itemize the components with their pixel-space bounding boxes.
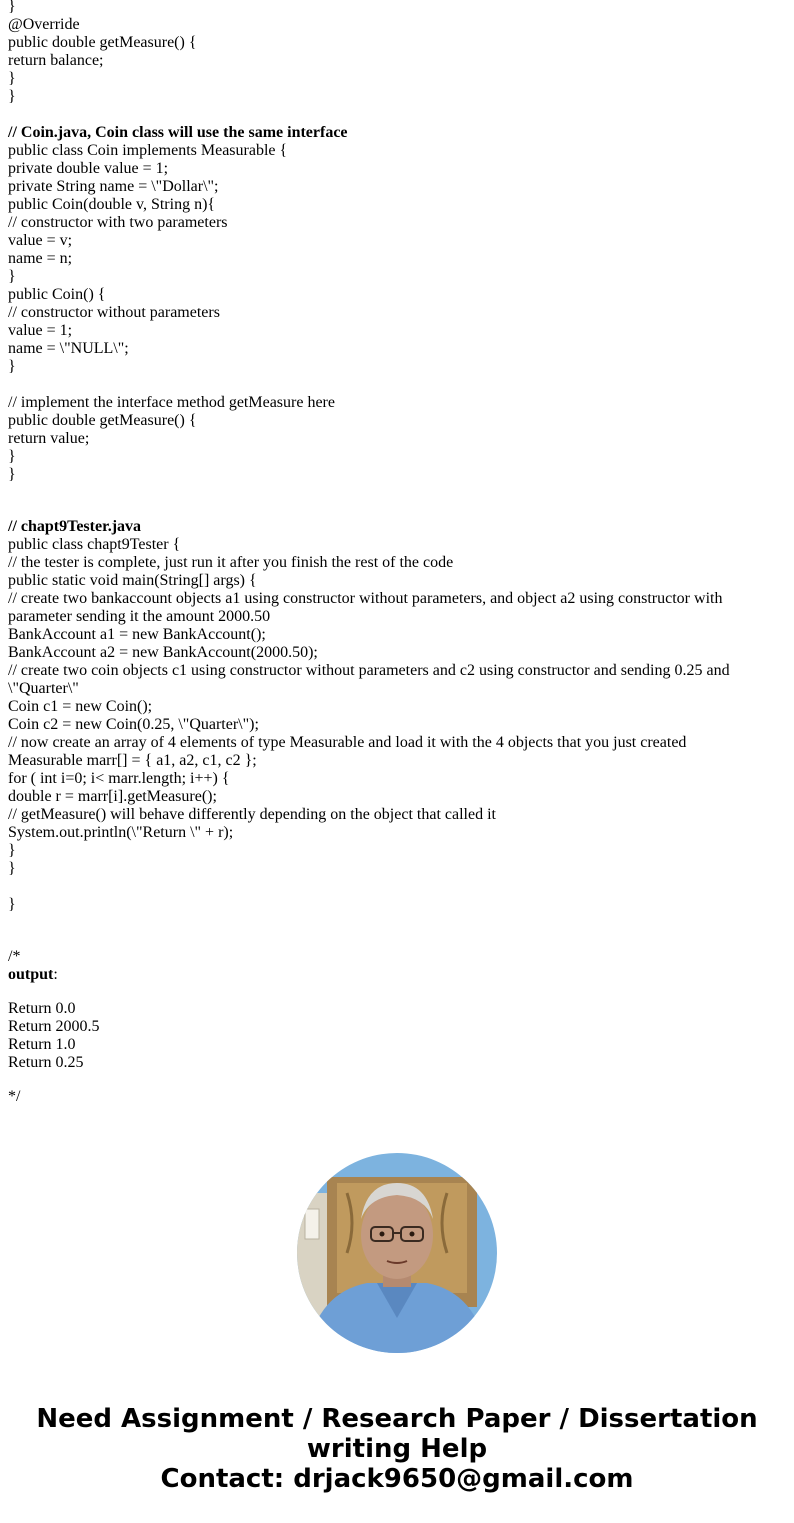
- code-line: }: [8, 358, 16, 375]
- code-line: public double getMeasure() {: [8, 412, 197, 429]
- code-line: // create two coin objects c1 using constructor without parameters and c2 using constructor and sending 0.25 and: [8, 662, 730, 679]
- output-label: output: [8, 966, 54, 983]
- code-line: name = n;: [8, 250, 73, 267]
- code-line: value = v;: [8, 232, 73, 249]
- code-line: value = 1;: [8, 322, 73, 339]
- code-line: parameter sending it the amount 2000.50: [8, 608, 271, 625]
- code-line: \"Quarter\": [8, 680, 79, 697]
- output-line: Return 2000.5: [8, 1018, 100, 1035]
- footer-contact: Contact: drjack9650@gmail.com: [160, 1464, 634, 1494]
- code-line: }: [8, 88, 16, 105]
- code-line: // implement the interface method getMeasure here: [8, 394, 335, 411]
- footer-advert: [0, 1404, 794, 1494]
- code-line: return value;: [8, 430, 90, 447]
- code-line: }: [8, 448, 16, 465]
- code-line: public static void main(String[] args) {: [8, 572, 257, 589]
- code-line: public Coin(double v, String n){: [8, 196, 216, 213]
- code-line: System.out.println(\"Return \" + r);: [8, 824, 234, 841]
- code-line: BankAccount a1 = new BankAccount();: [8, 626, 266, 643]
- comment-close: */: [8, 1088, 21, 1105]
- code-line: // constructor with two parameters: [8, 214, 228, 231]
- output-line: Return 1.0: [8, 1036, 76, 1053]
- code-line: }: [8, 860, 16, 877]
- output-colon: :: [53, 966, 58, 983]
- code-line: double r = marr[i].getMeasure();: [8, 788, 217, 805]
- code-line: BankAccount a2 = new BankAccount(2000.50);: [8, 644, 318, 661]
- code-line: public Coin() {: [8, 286, 106, 303]
- avatar: [297, 1153, 497, 1353]
- code-line: private String name = \"Dollar\";: [8, 178, 219, 195]
- comment-open: /*: [8, 948, 21, 965]
- code-line: name = \"NULL\";: [8, 340, 129, 357]
- code-line: }: [8, 466, 16, 483]
- code-line: }: [8, 842, 16, 859]
- output-line: Return 0.25: [8, 1054, 84, 1071]
- file-heading-coin: // Coin.java, Coin class will use the same interface: [8, 124, 348, 141]
- code-line: for ( int i=0; i< marr.length; i++) {: [8, 770, 230, 787]
- code-line: // constructor without parameters: [8, 304, 220, 321]
- code-line: Coin c1 = new Coin();: [8, 698, 153, 715]
- code-line: private double value = 1;: [8, 160, 169, 177]
- footer-line-2: writing Help: [306, 1434, 488, 1464]
- code-line: Measurable marr[] = { a1, a2, c1, c2 };: [8, 752, 257, 769]
- code-line: // create two bankaccount objects a1 using constructor without parameters, and object a2 using constructor with: [8, 590, 723, 607]
- code-line: public class chapt9Tester {: [8, 536, 181, 553]
- footer-line-1: Need Assignment / Research Paper / Dissertation: [36, 1404, 758, 1434]
- code-line: public class Coin implements Measurable {: [8, 142, 288, 159]
- code-line: @Override: [8, 16, 80, 33]
- code-line: }: [8, 896, 16, 913]
- code-line: return balance;: [8, 52, 104, 69]
- code-line: // getMeasure() will behave differently depending on the object that called it: [8, 806, 496, 823]
- code-line: // the tester is complete, just run it after you finish the rest of the code: [8, 554, 454, 571]
- code-line: // now create an array of 4 elements of type Measurable and load it with the 4 objects that you just created: [8, 734, 687, 751]
- file-heading-tester: // chapt9Tester.java: [8, 518, 142, 535]
- code-line: Coin c2 = new Coin(0.25, \"Quarter\");: [8, 716, 259, 733]
- code-line: }: [8, 268, 16, 285]
- output-heading: [8, 966, 58, 984]
- code-line: }: [8, 70, 16, 87]
- person-photo-icon: [297, 1153, 497, 1353]
- code-line: }: [8, 0, 16, 15]
- output-line: Return 0.0: [8, 1000, 76, 1017]
- code-line: public double getMeasure() {: [8, 34, 197, 51]
